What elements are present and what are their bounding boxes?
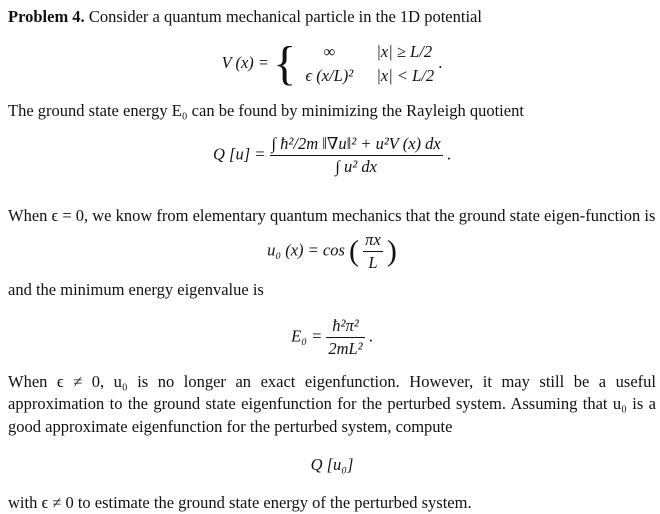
final-paragraph: with ϵ ≠ 0 to estimate the ground state energy of the perturbed system. xyxy=(8,493,472,513)
E0-numerator: ħ²π² xyxy=(326,315,364,338)
potential-lhs: V (x) = xyxy=(221,53,270,73)
potential-case2-cond: |x| < L/2 xyxy=(376,66,435,86)
rayleigh-fraction xyxy=(270,133,443,179)
E0-fraction xyxy=(326,315,364,361)
E0-equation xyxy=(8,315,656,363)
u0-lhs: u₀ (x) = cos xyxy=(267,240,345,260)
problem-label: Problem 4. xyxy=(8,7,85,26)
u0-numerator: πx xyxy=(363,229,383,252)
min-energy-paragraph: and the minimum energy eigenvalue is xyxy=(8,279,264,299)
rayleigh-denominator: ∫ u² dx xyxy=(335,156,377,176)
u0-denominator: L xyxy=(368,253,378,273)
perturbed-paragraph: When ϵ ≠ 0, u₀ is no longer an exact eigenfunction. However, it may still be a useful approximation to the ground state eigenfunction for the perturbed system. Assuming that u₀ is a good approximate eigenfunction for the perturbed system, compute xyxy=(8,372,656,436)
problem-intro xyxy=(8,6,656,28)
u0-fraction xyxy=(363,229,383,275)
potential-equation: V (x) = { ∞ |x| ≥ L/2 ϵ (x/L)² |x| < L/2 . xyxy=(221,37,443,91)
potential-case1-value: ∞ xyxy=(323,42,336,62)
potential-end: . xyxy=(438,53,443,73)
problem-document xyxy=(8,4,656,514)
E0-end: . xyxy=(368,326,373,346)
potential-case2-value: ϵ (x/L)² xyxy=(305,66,354,86)
eps0-paragraph: When ϵ = 0, we know from elementary quantum mechanics that the ground state eigen-function is xyxy=(8,205,656,225)
rayleigh-end: . xyxy=(446,144,451,164)
rayleigh-lhs: Q [u] = xyxy=(213,144,266,164)
problem-intro-text: Consider a quantum mechanical particle in the 1D potential xyxy=(88,7,482,26)
potential-case1-cond: |x| ≥ L/2 xyxy=(376,42,433,62)
potential-cases xyxy=(300,40,434,88)
rayleigh-equation xyxy=(8,133,656,195)
E0-denominator: 2mL² xyxy=(328,339,363,359)
rayleigh-paragraph: The ground state energy E₀ can be found by minimizing the Rayleigh quotient xyxy=(8,101,524,121)
E0-lhs: E₀ = xyxy=(291,326,323,346)
u0-equation: u₀ (x) = cos ( $\frac{\pi x}{L}$ ) xyxy=(8,229,656,273)
rayleigh-numerator: ∫ ħ²/2m ‖∇u‖² + u²V (x) dx xyxy=(270,133,443,156)
Qu0-equation: Q [u₀] xyxy=(310,454,354,474)
